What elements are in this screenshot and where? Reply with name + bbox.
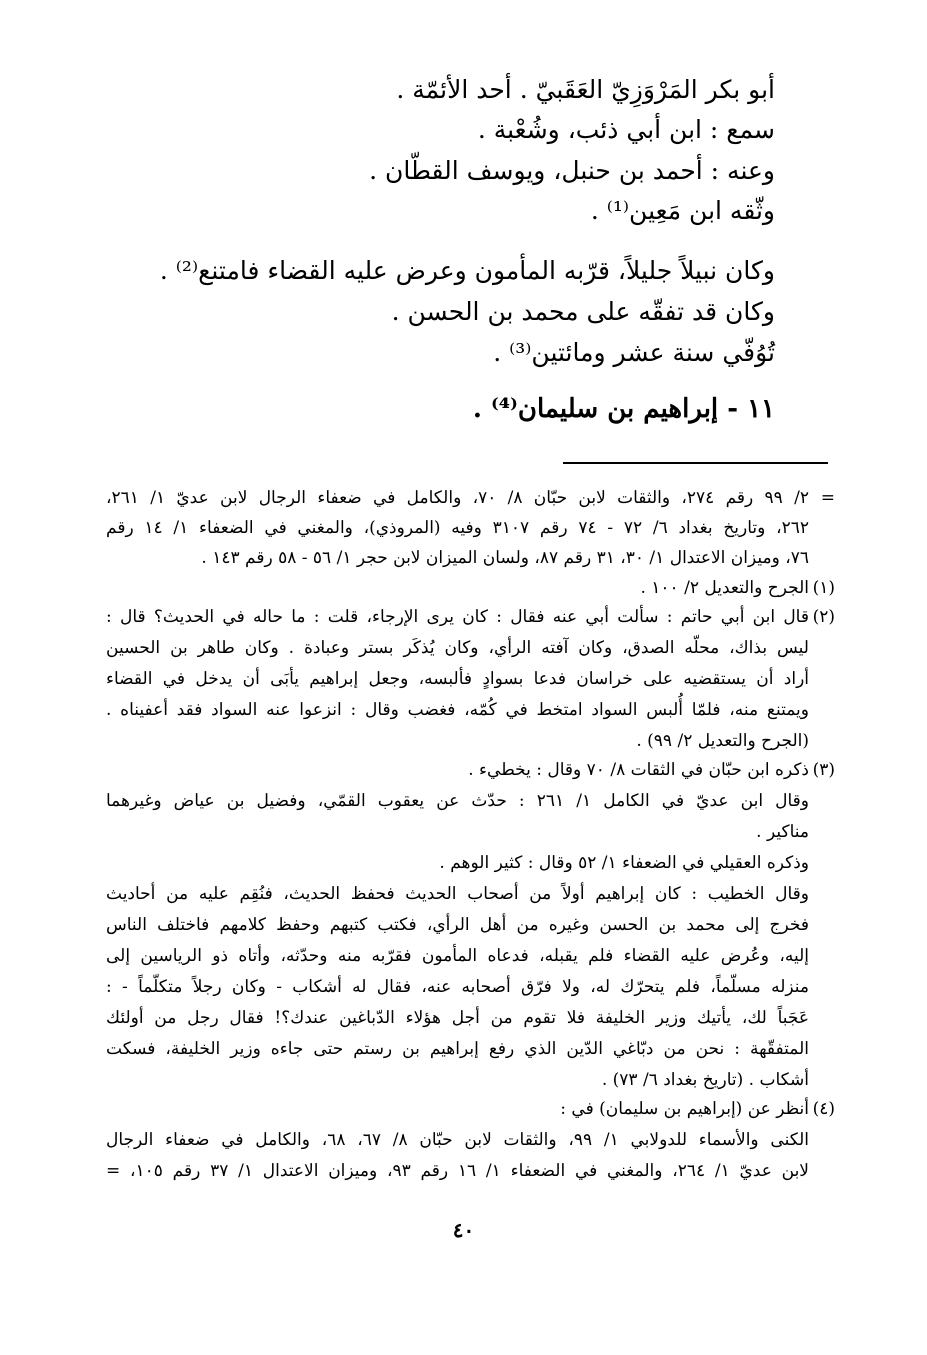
footnote-4-mark: (٤): [812, 1099, 835, 1119]
footnote-line: ذكره ابن حبّان في الثقات ٨/ ٧٠ وقال : يخطيء .: [468, 760, 809, 780]
footnote-line: فخرج إلى محمد بن الحسن وغيره من أهل الرأي، فكتب كتبهم وحفظ كلامهم فاختلف الناس: [106, 915, 809, 935]
footnote-line: مناكير .: [756, 822, 809, 842]
footnote-line: ٧٦، وميزان الاعتدال ١/ ٣٠، ٣١ رقم ٨٧، ولسان الميزان لابن حجر ١/ ٥٦ - ٥٨ رقم ١٤٣ .: [201, 548, 809, 568]
continuation-mark: =: [820, 488, 835, 508]
footnote-line: إليه، وعُرض عليه القضاء فلم يقبله، فدعاه المأمون فقرّبه منه وحدّثه، وأتاه ذو الرياسين إلى: [106, 946, 809, 966]
page-number: ٤٠: [452, 1218, 475, 1242]
footnote-line: قال ابن أبي حاتم : سألت أبي عنه فقال : كان يرى الإرجاء، قلت : ما حاله في الحديث؟ قال :: [106, 607, 809, 627]
entry-heading: ١١ - إبراهيم بن سليمان⁽⁴⁾ .: [472, 394, 775, 424]
footnote-line: أشكاب . (تاريخ بغداد ٦/ ٧٣) .: [601, 1070, 809, 1090]
footnote-line: (الجرح والتعديل ٢/ ٩٩) .: [636, 731, 809, 751]
footnote-line: منزله مسلّماً، فلم يتحرّك له، ولا فرّق أصحابه عنه، فقال له أشكاب - وكان رجلاً متكلّماً - :: [106, 977, 809, 997]
main-line: وثّقه ابن مَعِين⁽¹⁾ .: [590, 196, 775, 225]
main-line: وعنه : أحمد بن حنبل، ويوسف القطّان .: [369, 156, 775, 185]
main-line: أبو بكر المَرْوَزِيّ العَقَبيّ . أحد الأئمّة .: [396, 75, 775, 104]
footnote-line: ويمتنع منه، فلمّا أُلبس السواد امتخط في كُمّه، فغضب وقال : انزعوا عنه السواد فقد أعفيناه .: [106, 700, 809, 720]
footnote-1-mark: (١): [812, 578, 835, 598]
footnote-line: لابن عديّ ١/ ٢٦٤، والمغني في الضعفاء ١/ ١٦ رقم ٩٣، وميزان الاعتدال ١/ ٣٧ رقم ١٠٥، =: [106, 1161, 809, 1181]
main-line: وكان نبيلاً جليلاً، قرّبه المأمون وعرض عليه القضاء فامتنع⁽²⁾ .: [159, 256, 775, 285]
main-line: وكان قد تفقّه على محمد بن الحسن .: [391, 297, 775, 326]
footnote-separator: [563, 462, 828, 464]
main-line: تُوُفّي سنة عشر ومائتين⁽³⁾ .: [493, 338, 775, 367]
footnote-line: ٢/ ٩٩ رقم ٢٧٤، والثقات لابن حبّان ٨/ ٧٠، والكامل في ضعفاء الرجال لابن عديّ ١/ ٢٦١،: [106, 488, 809, 508]
footnote-line: المتفقّهة : نحن من دبّاغي الدّين الذي رفع إبراهيم بن رستم حتى جاءه وزير الخليفة، فسكت: [106, 1039, 809, 1059]
footnote-line: ٢٦٢، وتاريخ بغداد ٦/ ٧٢ - ٧٤ رقم ٣١٠٧ وفيه (المروذي)، والمغني في الضعفاء ١/ ١٤ رقم: [106, 518, 810, 538]
footnote-1-text: الجرح والتعديل ٢/ ١٠٠ .: [640, 578, 809, 598]
footnote-2-mark: (٢): [812, 607, 835, 627]
footnote-line: ليس بذاك، محلّه الصدق، وكان آفته الرأي، وكان يُذكَر بستر وعبادة . وكان طاهر بن الحسين: [106, 638, 809, 658]
footnote-line: وذكره العقيلي في الضعفاء ١/ ٥٢ وقال : كثير الوهم .: [439, 853, 809, 873]
footnote-line: أراد أن يستقضيه على خراسان فدعا بسوادٍ فألبسه، وجعل إبراهيم يأبَى أن يدخل في القضاء: [106, 669, 809, 689]
footnote-3-mark: (٣): [812, 760, 835, 780]
footnote-line: وقال ابن عديّ في الكامل ١/ ٢٦١ : حدّث عن يعقوب القمّي، وفضيل بن عياض وغيرهما: [106, 791, 810, 811]
main-line: سمع : ابن أبي ذئب، وشُعْبة .: [477, 115, 775, 144]
footnote-line: أنظر عن (إبراهيم بن سليمان) في :: [560, 1099, 809, 1119]
footnote-line: وقال الخطيب : كان إبراهيم أولاً من أصحاب الحديث فحفظ الحديث، فنُقِم عليه من أحاديث: [106, 884, 809, 904]
footnote-line: عَجَباً لك، يأتيك وزير الخليفة فلا تقوم من أجل هؤلاء الدّباغين عندك؟! فقال رجل من أولئك: [106, 1008, 809, 1028]
footnote-line: الكنى والأسماء للدولابي ١/ ٩٩، والثقات لابن حبّان ٨/ ٦٧، ٦٨، والكامل في ضعفاء الرجال: [106, 1130, 809, 1150]
